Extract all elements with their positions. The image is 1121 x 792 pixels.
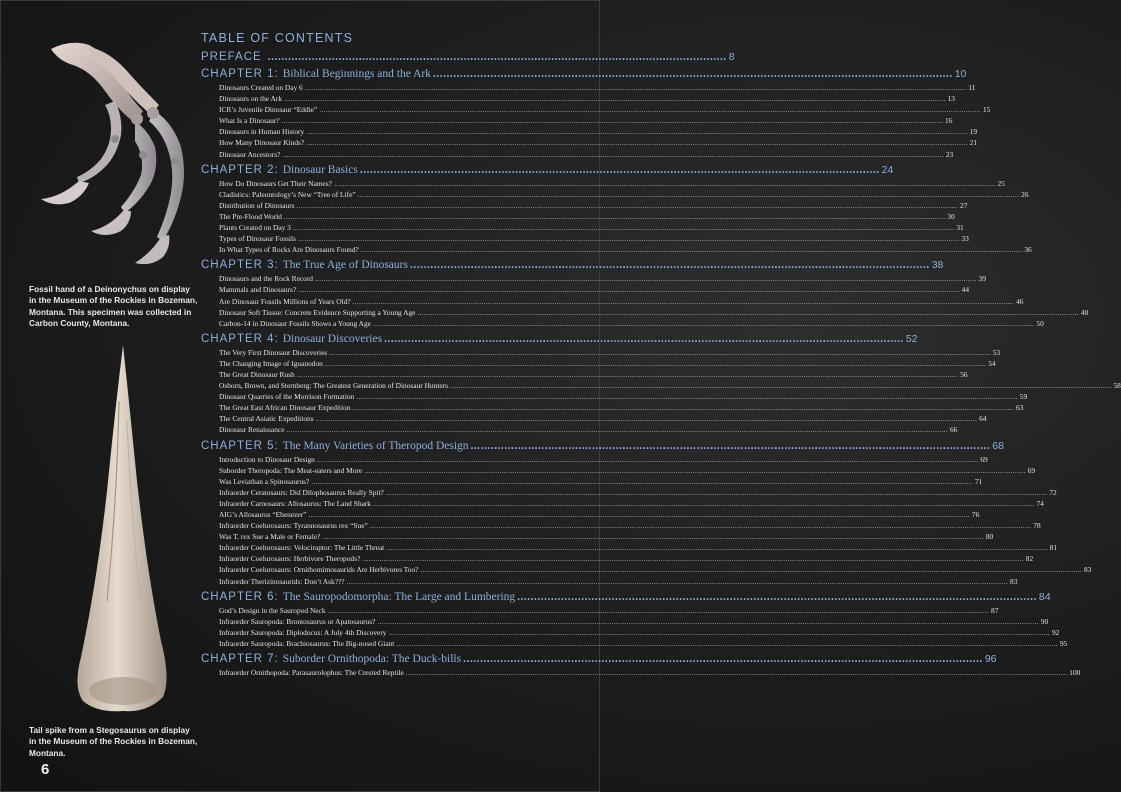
chapter-title: Biblical Beginnings and the Ark [282, 68, 431, 80]
entry-page-number: 25 [997, 178, 1005, 188]
entry-title: Infraorder Coelurosaurs: Ornithomimosaurids Are Herbivores Too? [219, 565, 419, 575]
toc-entry[interactable] [219, 307, 1089, 318]
dot-leader: .................................................................................................................................................................................................................................................................................................................... [322, 532, 984, 542]
spike-caption-text: Tail spike from a Stegosaurus on display in the Museum of the Rockies in Bozeman, Montana. [29, 725, 198, 758]
dot-leader: .................................................................................................................................................................................................................................................................................................................... [311, 476, 973, 486]
toc-entry[interactable] [219, 391, 1028, 402]
entry-title: What Is a Dinosaur? [219, 116, 280, 126]
toc-heading: TABLE OF CONTENTS [201, 31, 354, 45]
entry-title: Are Dinosaur Fossils Millions of Years Old? [219, 296, 351, 306]
entry-page-number: 69 [980, 454, 988, 464]
entry-title: In What Types of Rocks Are Dinosaurs Found? [219, 245, 359, 255]
entry-title: Dinosaur Soft Tissue: Concrete Evidence Supporting a Young Age [219, 307, 416, 317]
dot-leader: .................................................................................................................................................................................................................................................................................................................... [362, 554, 1024, 564]
dot-leader: .................................................................................................................................................................................................................................................................................................................... [386, 543, 1048, 553]
dot-leader: .................................................................................................................................................................................................................................................................................................................... [420, 565, 1082, 575]
dot-leader: .................................................................................................................................................................................................................................................................................................................... [450, 381, 1112, 391]
entry-title: The Great East African Dinosaur Expedition [219, 403, 351, 413]
claw-caption [29, 284, 199, 329]
entry-page-number: 27 [960, 200, 968, 210]
entry-title: ICR’s Juvenile Dinosaur “Eddie” [219, 105, 318, 115]
entry-title: Distribution of Dinosaurs [219, 200, 295, 210]
entry-page-number: 76 [971, 510, 980, 519]
toc-entry[interactable] [219, 200, 968, 211]
dot-leader: .................................................................................................................................................................................................................................................................................................................... [372, 318, 1035, 328]
deinonychus-hand-fossil-image [31, 31, 201, 276]
toc-entry[interactable] [219, 487, 1057, 498]
entry-title: Plants Created on Day 3 [219, 223, 291, 233]
toc-entry[interactable] [219, 498, 1044, 509]
toc-entry[interactable] [219, 296, 1024, 307]
toc-entry[interactable] [219, 616, 1049, 627]
entry-title: Infraorder Ceratosaurs: Did Dilophosaurus Really Spit? [219, 487, 384, 497]
toc-entry[interactable] [219, 318, 1044, 329]
entry-title: Dinosaur Renaissance [219, 425, 285, 435]
dot-leader: .......................................................................................................................................................... [470, 439, 991, 452]
entry-page-number: 72 [1049, 487, 1057, 497]
toc-entry[interactable] [219, 93, 955, 104]
dot-leader: .................................................................................................................................................................................................................................................................................................................... [306, 138, 968, 148]
entry-title: Infraorder Coelurosaurs: Tyrannosaurus rex “Sue” [219, 521, 368, 531]
entry-page-number: 15 [982, 105, 991, 115]
chapter-entry-list [219, 347, 1121, 436]
claw-caption-text: Fossil hand of a Deinonychus on display in the Museum of the Rockies in Bozeman, Montana. This specimen was collected in Carbon County, Montana. [29, 284, 198, 328]
entry-title: Dinosaur Quarries of the Morrison Formation [219, 392, 355, 402]
toc-preface-row[interactable] [201, 50, 735, 64]
entry-title: The Central Asiatic Expeditions [219, 414, 314, 424]
toc-entry[interactable] [219, 149, 954, 160]
dot-leader: .................................................................................................................................................................................................................................................................................................................... [297, 234, 960, 244]
entry-page-number: 54 [988, 358, 996, 368]
entry-page-number: 23 [945, 149, 954, 159]
chapter-title: The Sauropodomorpha: The Large and Lumbering [282, 590, 516, 603]
chapter-number: CHAPTER 7: [201, 653, 279, 666]
dot-leader: .......................................................................................................................................................... [432, 68, 953, 80]
chapter-entry-list [219, 605, 1068, 649]
dot-leader: .................................................................................................................................................................................................................................................................................................................... [282, 149, 944, 159]
entry-page-number: 11 [968, 83, 976, 92]
entry-page-number: 50 [1036, 318, 1044, 328]
toc-chapter-row[interactable] [201, 439, 1004, 453]
toc-entry[interactable] [219, 553, 1034, 564]
chapter-title: The True Age of Dinosaurs [282, 259, 408, 272]
toc-entry[interactable] [219, 244, 1032, 255]
toc-entry[interactable] [219, 531, 994, 542]
toc-entry[interactable] [219, 576, 1018, 587]
chapter-page-number: 10 [954, 68, 967, 80]
dot-leader: .................................................................................................................................................................................................................................................................................................................... [304, 83, 967, 92]
dot-leader: .................................................................................................................................................................................................................................................................................................................... [356, 392, 1018, 402]
toc-entry[interactable] [219, 82, 976, 93]
entry-title: How Many Dinosaur Kinds? [219, 138, 305, 148]
toc-entry[interactable] [219, 476, 983, 487]
entry-page-number: 100 [1069, 668, 1081, 678]
preface-label: PREFACE [201, 51, 262, 63]
dot-leader: .................................................................................................................................................................................................................................................................................................................... [308, 510, 970, 519]
chapter-title: Dinosaur Discoveries [282, 332, 383, 345]
entry-page-number: 31 [956, 223, 964, 233]
toc-entry[interactable] [219, 222, 964, 233]
entry-page-number: 26 [1021, 189, 1029, 199]
dot-leader: .................................................................................................................................................................................................................................................................................................................... [327, 605, 990, 615]
toc-entry[interactable] [219, 284, 970, 295]
entry-page-number: 21 [969, 138, 978, 148]
page-number: 6 [41, 761, 50, 778]
entry-page-number: 66 [949, 425, 958, 435]
entry-title: Carbon-14 in Dinosaur Fossils Shows a Young Age [219, 318, 371, 328]
entry-page-number: 53 [992, 347, 1001, 357]
entry-page-number: 58 [1113, 381, 1121, 391]
chapter-entry-list [219, 273, 1089, 328]
dot-leader: .......................................................................................................................................................... [359, 163, 880, 176]
entry-page-number: 80 [985, 532, 994, 542]
chapter-number: CHAPTER 4: [201, 332, 279, 345]
toc-entry[interactable] [219, 605, 999, 616]
dot-leader: .................................................................................................................................................................................................................................................................................................................... [388, 627, 1050, 637]
entry-page-number: 46 [1016, 296, 1024, 306]
dot-leader: .................................................................................................................................................................................................................................................................................................................... [377, 616, 1039, 626]
toc-entry[interactable] [219, 369, 968, 380]
toc-entry[interactable] [219, 178, 1005, 189]
dot-leader: .................................................................................................................................................................................................................................................................................................................... [357, 189, 1020, 199]
dot-leader: .................................................................................................................................................................................................................................................................................................................... [352, 296, 1015, 306]
entry-title: Osborn, Brown, and Sternberg: The Greatest Generation of Dinosaur Hunters [219, 381, 448, 391]
entry-title: The Pre-Flood World [219, 211, 282, 221]
entry-page-number: 44 [961, 285, 970, 295]
chapter-page-number: 96 [984, 653, 997, 666]
toc-chapter-row[interactable] [201, 652, 997, 666]
entry-title: The Changing Image of Iguanodon [219, 358, 323, 368]
dot-leader: .................................................................................................................................................................................................................................................................................................................... [405, 668, 1068, 678]
dot-leader: .................................................................................................................................................................................................................................................................................................................... [296, 200, 959, 210]
dot-leader: .................................................................................................................................................................................................................................................................................................................... [333, 178, 996, 188]
dot-leader: .................................................................................................................................................................................................................................................................................................................... [315, 274, 977, 284]
toc-chapter-row[interactable] [201, 258, 944, 272]
entry-page-number: 16 [945, 116, 953, 126]
entry-page-number: 69 [1027, 465, 1036, 475]
entry-page-number: 92 [1051, 627, 1060, 637]
dot-leader: .................................................................................................................................................................................................................................................................................................................... [319, 105, 981, 115]
entry-page-number: 13 [947, 94, 955, 104]
dot-leader: .................................................................................................................................................................................................................................................................................................................... [306, 127, 968, 137]
toc-entry[interactable] [219, 104, 991, 115]
entry-page-number: 83 [1083, 565, 1092, 575]
dot-leader: .................................................................................................................................................................................................................................................................................................................... [281, 116, 944, 126]
dot-leader: .................................................................................................................................................................................................................................................................................................................... [396, 638, 1058, 648]
stegosaurus-tail-spike-image [67, 341, 177, 716]
toc-chapter-row[interactable] [201, 590, 1051, 604]
entry-title: Dinosaurs on the Ark [219, 94, 283, 104]
toc-chapter-row[interactable] [201, 332, 918, 346]
toc-entry[interactable] [219, 273, 986, 284]
entry-page-number: 64 [979, 414, 987, 424]
chapter-entry-list [219, 667, 1081, 678]
entry-page-number: 56 [960, 369, 968, 379]
entry-page-number: 83 [1010, 576, 1018, 586]
chapter-number: CHAPTER 5: [201, 439, 279, 452]
entry-title: Infraorder Carnosaurs: Allosaurus: The Land Shark [219, 498, 371, 508]
chapter-number: CHAPTER 6: [201, 590, 279, 603]
entry-page-number: 81 [1049, 543, 1058, 553]
chapter-entry-list [219, 178, 1032, 256]
entry-title: AIG’s Allosaurus “Ebenezer” [219, 510, 307, 519]
entry-title: The Great Dinosaur Rush [219, 369, 295, 379]
dot-leader: ........................................................................................................................................ [267, 51, 727, 63]
entry-page-number: 74 [1036, 498, 1044, 508]
entry-title: Cladistics: Paleontology’s New “Tree of Life” [219, 189, 356, 199]
toc-entry[interactable] [219, 189, 1029, 200]
chapter-title: Dinosaur Basics [282, 163, 358, 176]
chapter-number: CHAPTER 3: [201, 259, 279, 272]
dot-leader: .................................................................................................................................................................................................................................................................................................................... [346, 576, 1009, 586]
entry-title: Types of Dinosaur Fossils [219, 234, 296, 244]
entry-title: Was Leviathan a Spinosaurus? [219, 476, 310, 486]
toc-entry[interactable] [219, 380, 1121, 391]
toc-entry[interactable] [219, 564, 1092, 575]
dot-leader: .................................................................................................................................................................................................................................................................................................................... [385, 487, 1048, 497]
toc-entry[interactable] [219, 233, 969, 244]
chapter-page-number: 84 [1038, 590, 1051, 603]
entry-title: Infraorder Ornithopoda: Parasaurolophus: The Crested Reptile [219, 668, 404, 678]
dot-leader: .................................................................................................................................................................................................................................................................................................................... [286, 425, 948, 435]
entry-page-number: 78 [1033, 521, 1041, 531]
spike-caption [29, 725, 199, 759]
dot-leader: .................................................................................................................................................................................................................................................................................................................... [352, 403, 1015, 413]
entry-page-number: 33 [961, 234, 969, 244]
entry-page-number: 36 [1024, 245, 1032, 255]
toc-entry[interactable] [219, 627, 1060, 638]
dot-leader: .................................................................................................................................................................................................................................................................................................................... [324, 358, 987, 368]
chapter-entry-list [219, 82, 991, 160]
chapter-page-number: 24 [881, 163, 894, 176]
chapter-number: CHAPTER 1: [201, 68, 279, 80]
entry-page-number: 30 [947, 211, 955, 221]
toc-entry[interactable] [219, 542, 1058, 553]
entry-title: Suborder Theropoda: The Meat-eaters and More [219, 465, 363, 475]
dot-leader: .................................................................................................................................................................................................................................................................................................................... [364, 465, 1026, 475]
entry-title: Infraorder Sauropoda: Diplodocus: A July 4th Discovery [219, 627, 387, 637]
entry-page-number: 39 [978, 274, 986, 284]
dot-leader: .................................................................................................................................................................................................................................................................................................................... [292, 223, 955, 233]
dot-leader: .................................................................................................................................................................................................................................................................................................................... [372, 498, 1035, 508]
entry-page-number: 71 [974, 476, 983, 486]
chapter-list [201, 67, 1121, 678]
entry-page-number: 90 [1040, 616, 1049, 626]
toc-entry[interactable] [219, 413, 987, 424]
dot-leader: .................................................................................................................................................................................................................................................................................................................... [329, 347, 991, 357]
toc-chapter-row[interactable] [201, 163, 894, 177]
table-of-contents [201, 31, 1121, 678]
dot-leader: .................................................................................................................................................................................................................................................................................................................... [284, 94, 946, 104]
entry-title: Mammals and Dinosaurs? [219, 285, 297, 295]
entry-page-number: 59 [1019, 392, 1028, 402]
dot-leader: .......................................................................................................................................................... [517, 590, 1037, 603]
toc-entry[interactable] [219, 509, 980, 520]
dot-leader: .......................................................................................................................................................... [463, 653, 983, 666]
entry-title: Infraorder Coelurosaurs: Velociraptor: The Little Threat [219, 543, 385, 553]
entry-title: Infraorder Coelurosaurs: Herbivore Theropods? [219, 554, 361, 564]
toc-entry[interactable] [219, 137, 978, 148]
toc-entry[interactable] [219, 115, 953, 126]
dot-leader: .................................................................................................................................................................................................................................................................................................................... [296, 369, 959, 379]
toc-entry[interactable] [219, 126, 978, 137]
dot-leader: .................................................................................................................................................................................................................................................................................................................... [316, 454, 979, 464]
entry-page-number: 19 [969, 127, 978, 137]
toc-entry[interactable] [219, 424, 958, 435]
chapter-title: The Many Varieties of Theropod Design [282, 439, 469, 452]
preface-page: 8 [728, 51, 735, 63]
chapter-page-number: 38 [931, 259, 944, 272]
entry-title: Infraorder Therizinosaurids: Don’t Ask??? [219, 576, 345, 586]
entry-title: Dinosaurs in Human History [219, 127, 305, 137]
entry-title: Dinosaurs Created on Day 6 [219, 83, 303, 92]
entry-title: Dinosaur Ancestors? [219, 149, 281, 159]
chapter-title: Suborder Ornithopoda: The Duck-bills [282, 653, 462, 666]
toc-entry[interactable] [219, 358, 996, 369]
entry-title: How Do Dinosaurs Get Their Names? [219, 178, 332, 188]
entry-page-number: 63 [1016, 403, 1024, 413]
toc-entry[interactable] [219, 211, 955, 222]
toc-entry[interactable] [219, 638, 1068, 649]
dot-leader: .................................................................................................................................................................................................................................................................................................................... [283, 211, 946, 221]
toc-entry[interactable] [219, 454, 988, 465]
toc-entry[interactable] [219, 465, 1036, 476]
chapter-number: CHAPTER 2: [201, 163, 279, 176]
chapter-entry-list [219, 454, 1092, 587]
dot-leader: .......................................................................................................................................................... [384, 332, 904, 345]
entry-page-number: 48 [1080, 307, 1089, 317]
toc-entry[interactable] [219, 667, 1081, 678]
dot-leader: .................................................................................................................................................................................................................................................................................................................... [369, 521, 1032, 531]
toc-entry[interactable] [219, 402, 1024, 413]
entry-page-number: 87 [991, 605, 999, 615]
entry-title: Infraorder Sauropoda: Brontosaurus or Apatosaurus? [219, 616, 376, 626]
entry-title: Dinosaurs and the Rock Record [219, 274, 314, 284]
dot-leader: .................................................................................................................................................................................................................................................................................................................... [298, 285, 960, 295]
entry-title: The Very First Dinosaur Discoveries [219, 347, 328, 357]
dot-leader: .......................................................................................................................................................... [409, 259, 930, 272]
toc-entry[interactable] [219, 347, 1001, 358]
dot-leader: .................................................................................................................................................................................................................................................................................................................... [360, 245, 1023, 255]
chapter-page-number: 68 [992, 439, 1004, 452]
entry-title: Infraorder Sauropoda: Brachiosaurus: The Big-nosed Giant [219, 638, 395, 648]
entry-title: Introduction to Dinosaur Design [219, 454, 315, 464]
toc-chapter-row[interactable] [201, 67, 967, 81]
chapter-page-number: 52 [905, 332, 918, 345]
dot-leader: .................................................................................................................................................................................................................................................................................................................... [417, 307, 1079, 317]
entry-title: God’s Design in the Sauropod Neck [219, 605, 326, 615]
entry-page-number: 82 [1025, 554, 1034, 564]
entry-title: Was T. rex Sue a Male or Female? [219, 532, 321, 542]
dot-leader: .................................................................................................................................................................................................................................................................................................................... [315, 414, 978, 424]
toc-entry[interactable] [219, 520, 1041, 531]
entry-page-number: 95 [1059, 638, 1068, 648]
